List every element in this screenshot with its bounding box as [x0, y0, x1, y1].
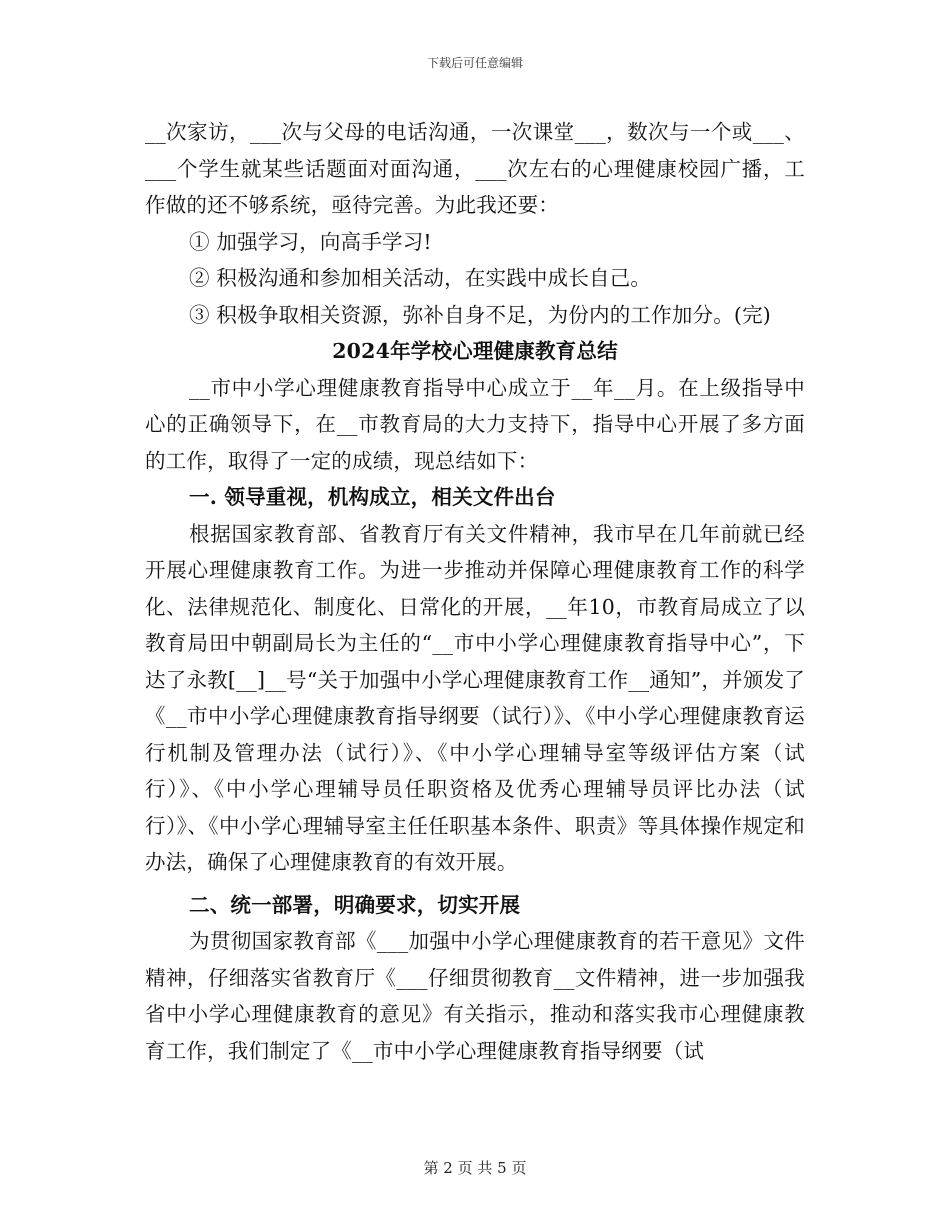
- document-body: [145, 114, 805, 1069]
- paragraph-continued: __次家访，___次与父母的电话沟通，一次课堂___，数次与一个或___、___个学生就某些话题面对面沟通，___次左右的心理健康校园广播，工作做的还不够系统，亟待完善。为此我还要：: [145, 120, 805, 217]
- list-item-2: ② 积极沟通和参加相关活动，在实践中成长自己。: [189, 266, 652, 290]
- list-item-3: ③ 积极争取相关资源，弥补自身不足，为份内的工作加分。(完): [189, 302, 772, 327]
- list-item-1: ① 加强学习，向高手学习!: [189, 229, 432, 254]
- page-number: 第 2 页 共 5 页: [423, 1159, 527, 1177]
- document-title: 2024年学校心理健康教育总结: [332, 339, 618, 363]
- paragraph-intro: __市中小学心理健康教育指导中心成立于__年__月。在上级指导中心的正确领导下，在__市教育局的大力支持下，指导中心开展了多方面的工作，取得了一定的成绩，现总结如下：: [145, 375, 805, 473]
- page-header: 下载后可任意编辑: [426, 56, 523, 70]
- section-heading-1: 一. 领导重视，机构成立，相关文件出台: [189, 485, 556, 509]
- section-heading-2: 二、统一部署，明确要求，切实开展: [189, 892, 521, 917]
- paragraph-section-2: 为贯彻国家教育部《___加强中小学心理健康教育的若干意见》文件精神，仔细落实省教育厅《___仔细贯彻教育__文件精神，进一步加强我省中小学心理健康教育的意见》有关指示，推动和落实我市心理健康教育工作，我们制定了《__市中小学心理健康教育指导纲要（试: [145, 929, 805, 1063]
- paragraph-section-1: 根据国家教育部、省教育厅有关文件精神，我市早在几年前就已经开展心理健康教育工作。为进一步推动并保障心理健康教育工作的科学化、法律规范化、制度化、日常化的开展，__年10，市教育局成立了以教育局田中朝副局长为主任的“__市中小学心理健康教育指导中心”，下达了永教[__]__号“关于加强中小学心理健康教育工作__通知”，并颁发了《__市中小学心理健康教育指导纲要（试行）》、《中小学心理健康教育运行机制及管理办法（试行）》、《中小学心理辅导室等级评估方案（试行）》、《中小学心理辅导员任职资格及优秀心理辅导员评比办法（试行）》、《中小学心理辅导室主任任职基本条件、职责》等具体操作规定和办法，确保了心理健康教育的有效开展。: [145, 521, 805, 874]
